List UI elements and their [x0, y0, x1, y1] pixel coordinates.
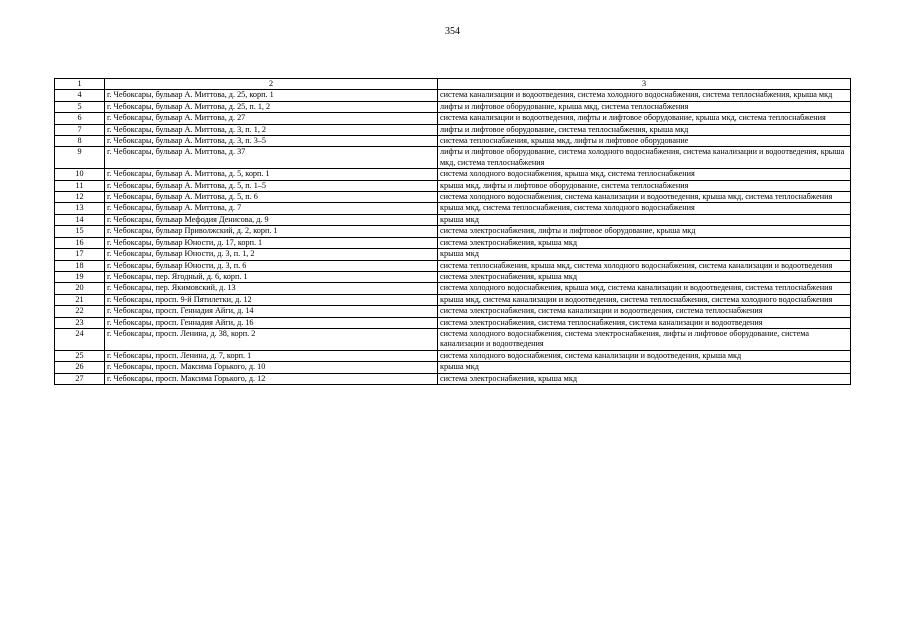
row-systems: система канализации и водоотведения, система холодного водоснабжения, система теплоснабжения, крыша мкд	[438, 90, 851, 101]
row-systems: крыша мкд	[438, 214, 851, 225]
page-number: 354	[445, 26, 460, 37]
row-address: г. Чебоксары, просп. Ленина, д. 38, корп. 2	[105, 328, 438, 350]
table-row	[55, 136, 851, 147]
row-address: г. Чебоксары, просп. 9-й Пятилетки, д. 12	[105, 294, 438, 305]
table-row	[55, 294, 851, 305]
row-address: г. Чебоксары, пер. Ягодный, д. 6, корп. 1	[105, 271, 438, 282]
row-address: г. Чебоксары, просп. Максима Горького, д. 12	[105, 373, 438, 384]
row-systems: система холодного водоснабжения, система канализации и водоотведения, крыша мкд	[438, 350, 851, 361]
header-cell-2: 2	[105, 79, 438, 90]
row-number: 5	[55, 101, 105, 112]
row-systems: система канализации и водоотведения, лифты и лифтовое оборудование, крыша мкд, система теплоснабжения	[438, 113, 851, 124]
row-number: 6	[55, 113, 105, 124]
header-row	[55, 79, 851, 90]
row-address: г. Чебоксары, бульвар Приволжский, д. 2, корп. 1	[105, 226, 438, 237]
row-systems: система холодного водоснабжения, система электроснабжения, лифты и лифтовое оборудование, система канализации и водоотведения	[438, 328, 851, 350]
row-systems: система холодного водоснабжения, крыша мкд, система теплоснабжения	[438, 169, 851, 180]
row-number: 27	[55, 373, 105, 384]
table-row	[55, 147, 851, 169]
row-systems: система электроснабжения, лифты и лифтовое оборудование, крыша мкд	[438, 226, 851, 237]
row-systems: крыша мкд	[438, 249, 851, 260]
row-address: г. Чебоксары, бульвар А. Миттова, д. 37	[105, 147, 438, 169]
table-row	[55, 317, 851, 328]
table-row	[55, 192, 851, 203]
row-address: г. Чебоксары, бульвар А. Миттова, д. 3, п. 3–5	[105, 136, 438, 147]
row-systems: система электроснабжения, система канализации и водоотведения, система теплоснабжения	[438, 306, 851, 317]
row-number: 22	[55, 306, 105, 317]
row-address: г. Чебоксары, бульвар А. Миттова, д. 25, п. 1, 2	[105, 101, 438, 112]
row-systems: система электроснабжения, крыша мкд	[438, 271, 851, 282]
row-number: 12	[55, 192, 105, 203]
row-systems: крыша мкд, система теплоснабжения, система холодного водоснабжения	[438, 203, 851, 214]
row-number: 11	[55, 180, 105, 191]
row-systems: крыша мкд, лифты и лифтовое оборудование, система теплоснабжения	[438, 180, 851, 191]
row-systems: лифты и лифтовое оборудование, система холодного водоснабжения, система канализации и водоотведения, крыша мкд, система теплоснабжения	[438, 147, 851, 169]
row-number: 19	[55, 271, 105, 282]
table-row	[55, 306, 851, 317]
row-address: г. Чебоксары, просп. Геннадия Айги, д. 14	[105, 306, 438, 317]
row-address: г. Чебоксары, бульвар А. Миттова, д. 27	[105, 113, 438, 124]
row-number: 24	[55, 328, 105, 350]
table-row	[55, 260, 851, 271]
table-row	[55, 350, 851, 361]
data-table	[54, 78, 851, 385]
row-address: г. Чебоксары, бульвар Юности, д. 17, корп. 1	[105, 237, 438, 248]
row-number: 23	[55, 317, 105, 328]
row-address: г. Чебоксары, пер. Якимовский, д. 13	[105, 283, 438, 294]
row-systems: система электроснабжения, система теплоснабжения, система канализации и водоотведения	[438, 317, 851, 328]
row-systems: крыша мкд, система канализации и водоотведения, система теплоснабжения, система холодного водоснабжения	[438, 294, 851, 305]
table-row	[55, 237, 851, 248]
row-address: г. Чебоксары, просп. Геннадия Айги, д. 16	[105, 317, 438, 328]
row-address: г. Чебоксары, просп. Ленина, д. 7, корп. 1	[105, 350, 438, 361]
row-address: г. Чебоксары, бульвар А. Миттова, д. 7	[105, 203, 438, 214]
row-number: 7	[55, 124, 105, 135]
row-address: г. Чебоксары, бульвар Юности, д. 3, п. 1, 2	[105, 249, 438, 260]
row-number: 8	[55, 136, 105, 147]
row-address: г. Чебоксары, бульвар А. Миттова, д. 3, п. 1, 2	[105, 124, 438, 135]
row-number: 16	[55, 237, 105, 248]
row-number: 21	[55, 294, 105, 305]
row-number: 17	[55, 249, 105, 260]
table-row	[55, 328, 851, 350]
row-systems: лифты и лифтовое оборудование, крыша мкд, система теплоснабжения	[438, 101, 851, 112]
table-row	[55, 271, 851, 282]
row-address: г. Чебоксары, бульвар А. Миттова, д. 5, п. 6	[105, 192, 438, 203]
row-number: 9	[55, 147, 105, 169]
row-systems: система теплоснабжения, крыша мкд, система холодного водоснабжения, система канализации и водоотведения	[438, 260, 851, 271]
table-row	[55, 113, 851, 124]
row-systems: крыша мкд	[438, 362, 851, 373]
row-number: 10	[55, 169, 105, 180]
row-number: 25	[55, 350, 105, 361]
row-systems: система холодного водоснабжения, крыша мкд, система канализации и водоотведения, система теплоснабжения	[438, 283, 851, 294]
row-address: г. Чебоксары, бульвар Мефодия Денисова, д. 9	[105, 214, 438, 225]
table-body	[55, 79, 851, 385]
table-row	[55, 101, 851, 112]
table-row	[55, 180, 851, 191]
row-systems: система теплоснабжения, крыша мкд, лифты и лифтовое оборудование	[438, 136, 851, 147]
row-systems: система холодного водоснабжения, система канализации и водоотведения, крыша мкд, система теплоснабжения	[438, 192, 851, 203]
row-address: г. Чебоксары, бульвар Юности, д. 3, п. 6	[105, 260, 438, 271]
table-row	[55, 214, 851, 225]
row-systems: лифты и лифтовое оборудование, система теплоснабжения, крыша мкд	[438, 124, 851, 135]
row-number: 20	[55, 283, 105, 294]
table-row	[55, 362, 851, 373]
row-number: 18	[55, 260, 105, 271]
table-row	[55, 226, 851, 237]
row-systems: система электроснабжения, крыша мкд	[438, 237, 851, 248]
row-address: г. Чебоксары, просп. Максима Горького, д. 10	[105, 362, 438, 373]
row-number: 15	[55, 226, 105, 237]
row-number: 26	[55, 362, 105, 373]
table-row	[55, 203, 851, 214]
row-address: г. Чебоксары, бульвар А. Миттова, д. 25, корп. 1	[105, 90, 438, 101]
table-row	[55, 373, 851, 384]
row-address: г. Чебоксары, бульвар А. Миттова, д. 5, п. 1–5	[105, 180, 438, 191]
row-number: 4	[55, 90, 105, 101]
row-systems: система электроснабжения, крыша мкд	[438, 373, 851, 384]
table-row	[55, 249, 851, 260]
table-row	[55, 169, 851, 180]
table-row	[55, 283, 851, 294]
header-cell-1: 1	[55, 79, 105, 90]
table-row	[55, 124, 851, 135]
table-row	[55, 90, 851, 101]
header-cell-3: 3	[438, 79, 851, 90]
row-number: 14	[55, 214, 105, 225]
row-number: 13	[55, 203, 105, 214]
row-address: г. Чебоксары, бульвар А. Миттова, д. 5, корп. 1	[105, 169, 438, 180]
